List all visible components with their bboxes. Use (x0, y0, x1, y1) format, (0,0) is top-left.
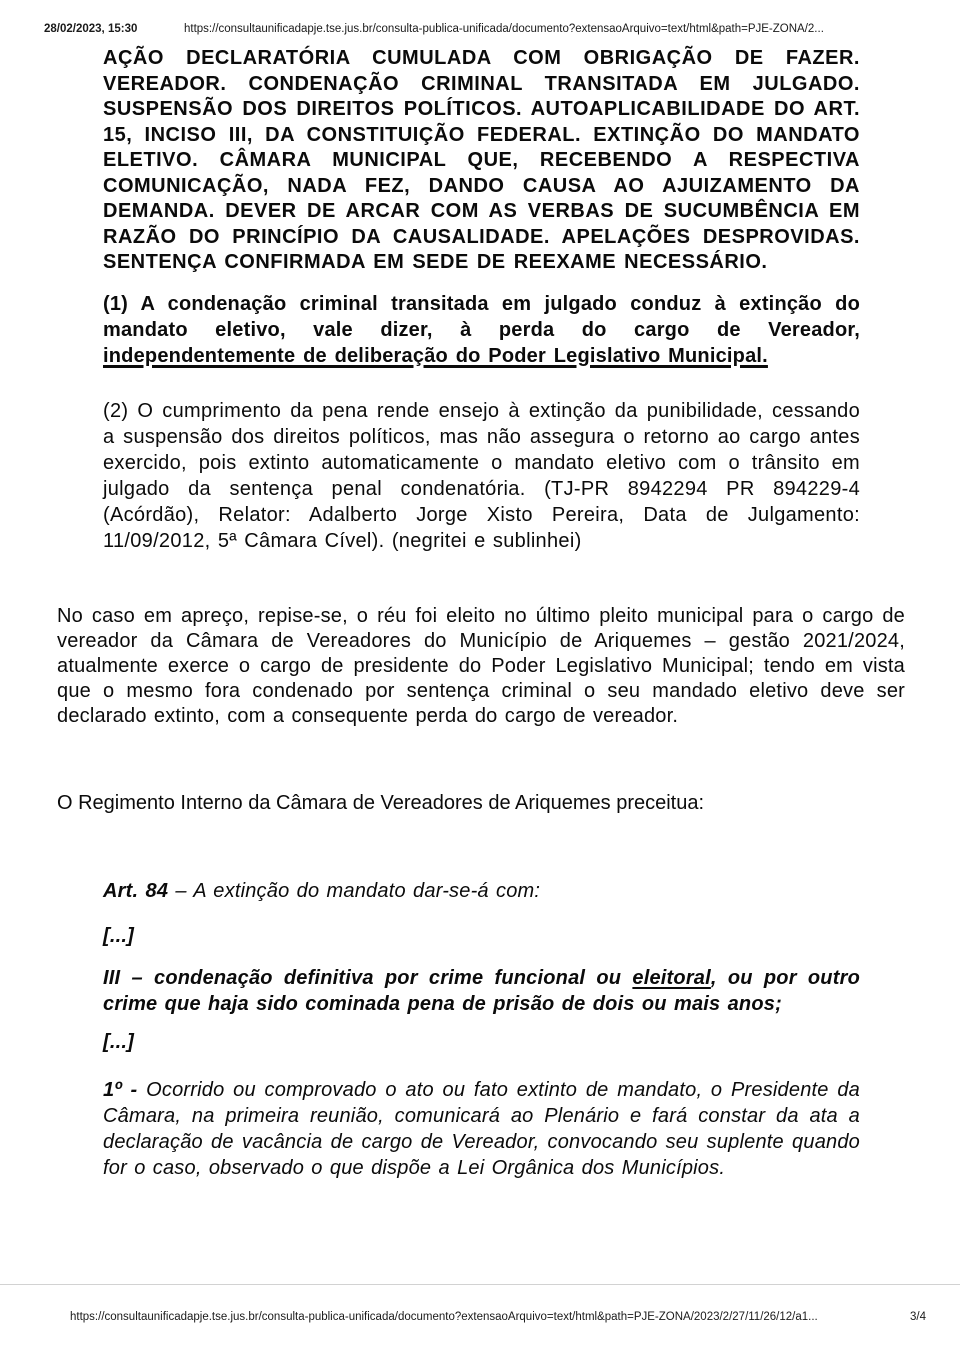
ellipsis-1: [...] (103, 924, 134, 947)
quote-inciso-iii-tail: , ou por outro crime que haja sido cominada pena de prisão de dois ou mais anos; (103, 966, 860, 1015)
regimento-intro-paragraph: O Regimento Interno da Câmara de Vereadores de Ariquemes preceitua: (57, 791, 705, 814)
quote-paragrafo-1-label: 1º - (103, 1078, 138, 1101)
print-footer-page-indicator: 3/4 (910, 1311, 926, 1323)
case-analysis-paragraph: No caso em apreço, repise-se, o réu foi eleito no último pleito municipal para o cargo de vereador da Câmara de Vereadores do Município de Ariquemes – gestão 2021/2024, atualmente exerce o cargo de presidente do Poder Legislativo Municipal; tendo em vista que o mesmo fora condenado por sentença criminal o seu mandado eletivo deve ser declarado extinto, com a consequente perda do cargo de vereador. (57, 604, 905, 727)
item-2-paragraph: (2) O cumprimento da pena rende ensejo à extinção da punibilidade, cessando a suspensão dos direitos políticos, mas não assegura o retorno ao cargo antes exercido, pois extinto automaticamente o mandato eletivo com o trânsito em julgado da sentença penal condenatória. (TJ-PR 8942294 PR 894229-4 (Acórdão), Relator: Adalberto Jorge Xisto Pereira, Data de Julgamento: 11/09/2012, 5ª Câmara Cível). (negritei e sublinhei) (103, 399, 860, 552)
item-1-lead-text: (1) A condenação criminal transitada em julgado conduz à extinção do mandato eletivo, vale dizer, à perda do cargo de Vereador, (103, 292, 860, 341)
quote-paragrafo-1-text: Ocorrido ou comprovado o ato ou fato extinto de mandato, o Presidente da Câmara, na primeira reunião, comunicará ao Plenário e fará constar da ata a declaração de vacância de cargo de Vereador, convocando seu suplente quando for o caso, observado o que dispõe a Lei Orgânica dos Municípios. (103, 1078, 860, 1179)
item-1-paragraph (103, 291, 860, 369)
print-header-url: https://consultaunificadapje.tse.jus.br/consulta-publica-unificada/documento?extensaoArquivo=text/html&path=PJE-ZONA/2... (184, 23, 824, 35)
footer-divider (0, 1284, 960, 1285)
quote-inciso-iii-lead: III – condenação definitiva por crime funcional ou (103, 966, 633, 989)
quote-inciso-iii-underlined: eleitoral (632, 966, 711, 989)
quote-art-84 (103, 878, 860, 904)
ementa-paragraph: AÇÃO DECLARATÓRIA CUMULADA COM OBRIGAÇÃO DE FAZER. VEREADOR. CONDENAÇÃO CRIMINAL TRANSITADA EM JULGADO. SUSPENSÃO DOS DIREITOS POLÍTICOS. AUTOAPLICABILIDADE DO ART. 15, INCISO III, DA CONSTITUIÇÃO FEDERAL. EXTINÇÃO DO MANDATO ELETIVO. CÂMARA MUNICIPAL QUE, RECEBENDO A RESPECTIVA COMUNICAÇÃO, NADA FEZ, DANDO CAUSA AO AJUIZAMENTO DA DEMANDA. DEVER DE ARCAR COM AS VERBAS DE SUCUMBÊNCIA EM RAZÃO DO PRINCÍPIO DA CAUSALIDADE. APELAÇÕES DESPROVIDAS. SENTENÇA CONFIRMADA EM SEDE DE REEXAME NECESSÁRIO. (103, 47, 860, 273)
item-1-underlined-text: independentemente de deliberação do Poder Legislativo Municipal. (103, 344, 768, 367)
ellipsis-2: [...] (103, 1030, 134, 1053)
quote-art-84-text: – A extinção do mandato dar-se-á com: (168, 879, 541, 902)
quote-inciso-iii (103, 965, 860, 1017)
print-header-datetime: 28/02/2023, 15:30 (44, 23, 138, 35)
quote-paragrafo-1 (103, 1077, 860, 1181)
print-footer-url: https://consultaunificadapje.tse.jus.br/consulta-publica-unificada/documento?extensaoArquivo=text/html&path=PJE-ZONA/2023/2/27/11/26/12/a1... (70, 1311, 818, 1323)
quote-art-84-label: Art. 84 (103, 879, 169, 902)
